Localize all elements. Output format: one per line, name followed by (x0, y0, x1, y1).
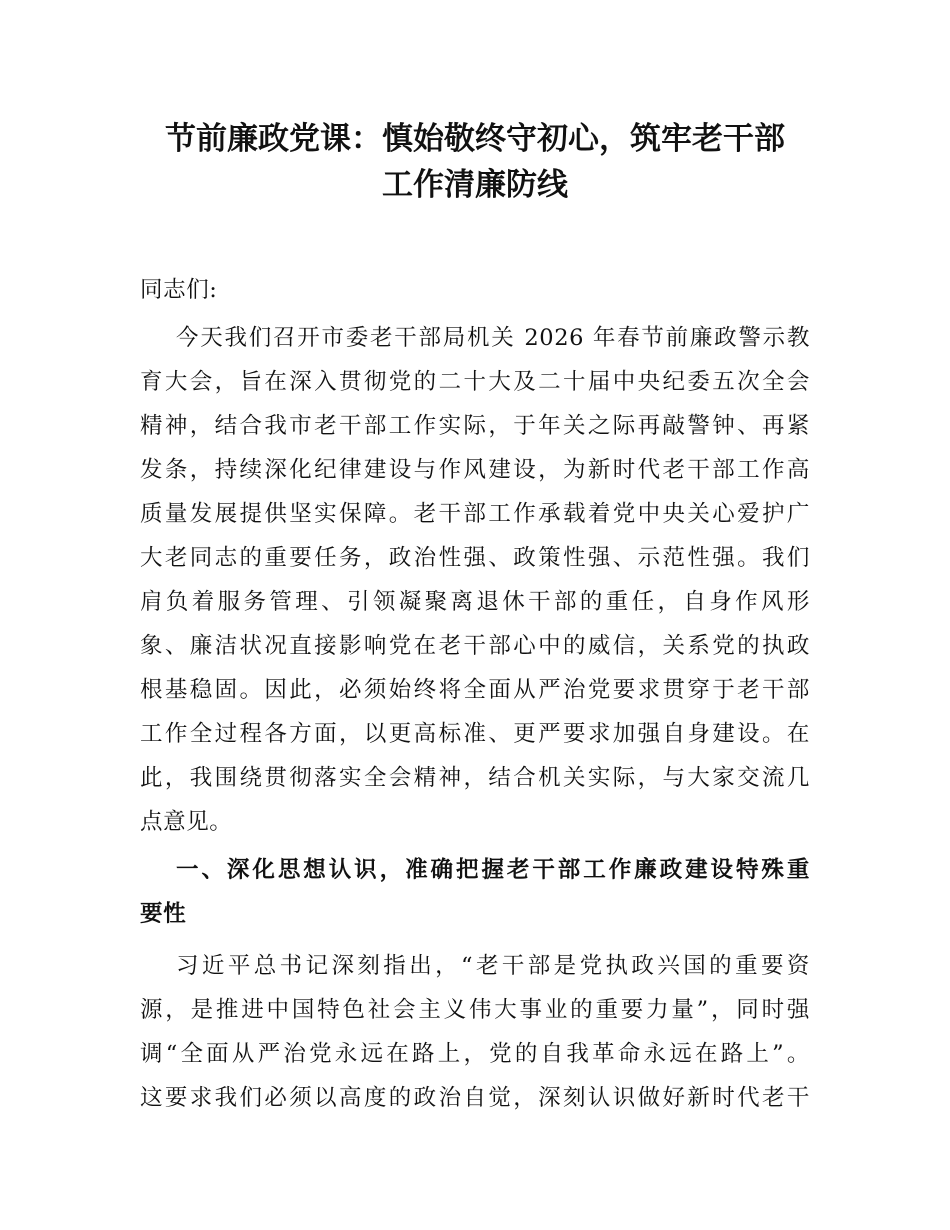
paragraph-2-line: 这要求我们必须以高度的政治自觉，深刻认识做好新时代老干 (140, 1085, 810, 1111)
paragraph-2-line: 习近平总书记深刻指出，“老干部是党执政兴国的重要资 (176, 953, 810, 979)
section-heading-1-continued: 要性 (140, 901, 187, 927)
paragraph-1-line: 大老同志的重要任务，政治性强、政策性强、示范性强。我们 (140, 545, 810, 571)
paragraph-1-line: 工作全过程各方面，以更高标准、更严要求加强自身建设。在 (140, 721, 810, 747)
document-title-line-2: 工作清廉防线 (382, 167, 568, 203)
paragraph-1-line: 发条，持续深化纪律建设与作风建设，为新时代老干部工作高 (140, 457, 810, 483)
paragraph-1-line: 今天我们召开市委老干部局机关 2026 年春节前廉政警示教 (176, 325, 810, 351)
paragraph-1-line: 精神，结合我市老干部工作实际，于年关之际再敲警钟、再紧 (140, 413, 810, 439)
salutation: 同志们: (140, 277, 218, 303)
paragraph-1-line: 此，我围绕贯彻落实全会精神，结合机关实际，与大家交流几 (140, 765, 810, 791)
document-title-line-1: 节前廉政党课：慎始敬终守初心，筑牢老干部 (165, 121, 785, 157)
paragraph-1-line: 肩负着服务管理、引领凝聚离退休干部的重任，自身作风形 (140, 589, 810, 615)
paragraph-1-line: 育大会，旨在深入贯彻党的二十大及二十届中央纪委五次全会 (140, 369, 810, 395)
paragraph-1-line: 点意见。 (140, 809, 233, 835)
section-heading-1: 一、深化思想认识，准确把握老干部工作廉政建设特殊重 (176, 857, 810, 883)
paragraph-2-line: 源，是推进中国特色社会主义伟大事业的重要力量”，同时强 (140, 997, 810, 1023)
paragraph-1-line: 象、廉洁状况直接影响党在老干部心中的威信，关系党的执政 (140, 633, 810, 659)
paragraph-2-line: 调“全面从严治党永远在路上，党的自我革命永远在路上”。 (140, 1041, 810, 1067)
paragraph-1-line: 质量发展提供坚实保障。老干部工作承载着党中央关心爱护广 (140, 501, 810, 527)
paragraph-1-line: 根基稳固。因此，必须始终将全面从严治党要求贯穿于老干部 (140, 677, 810, 703)
